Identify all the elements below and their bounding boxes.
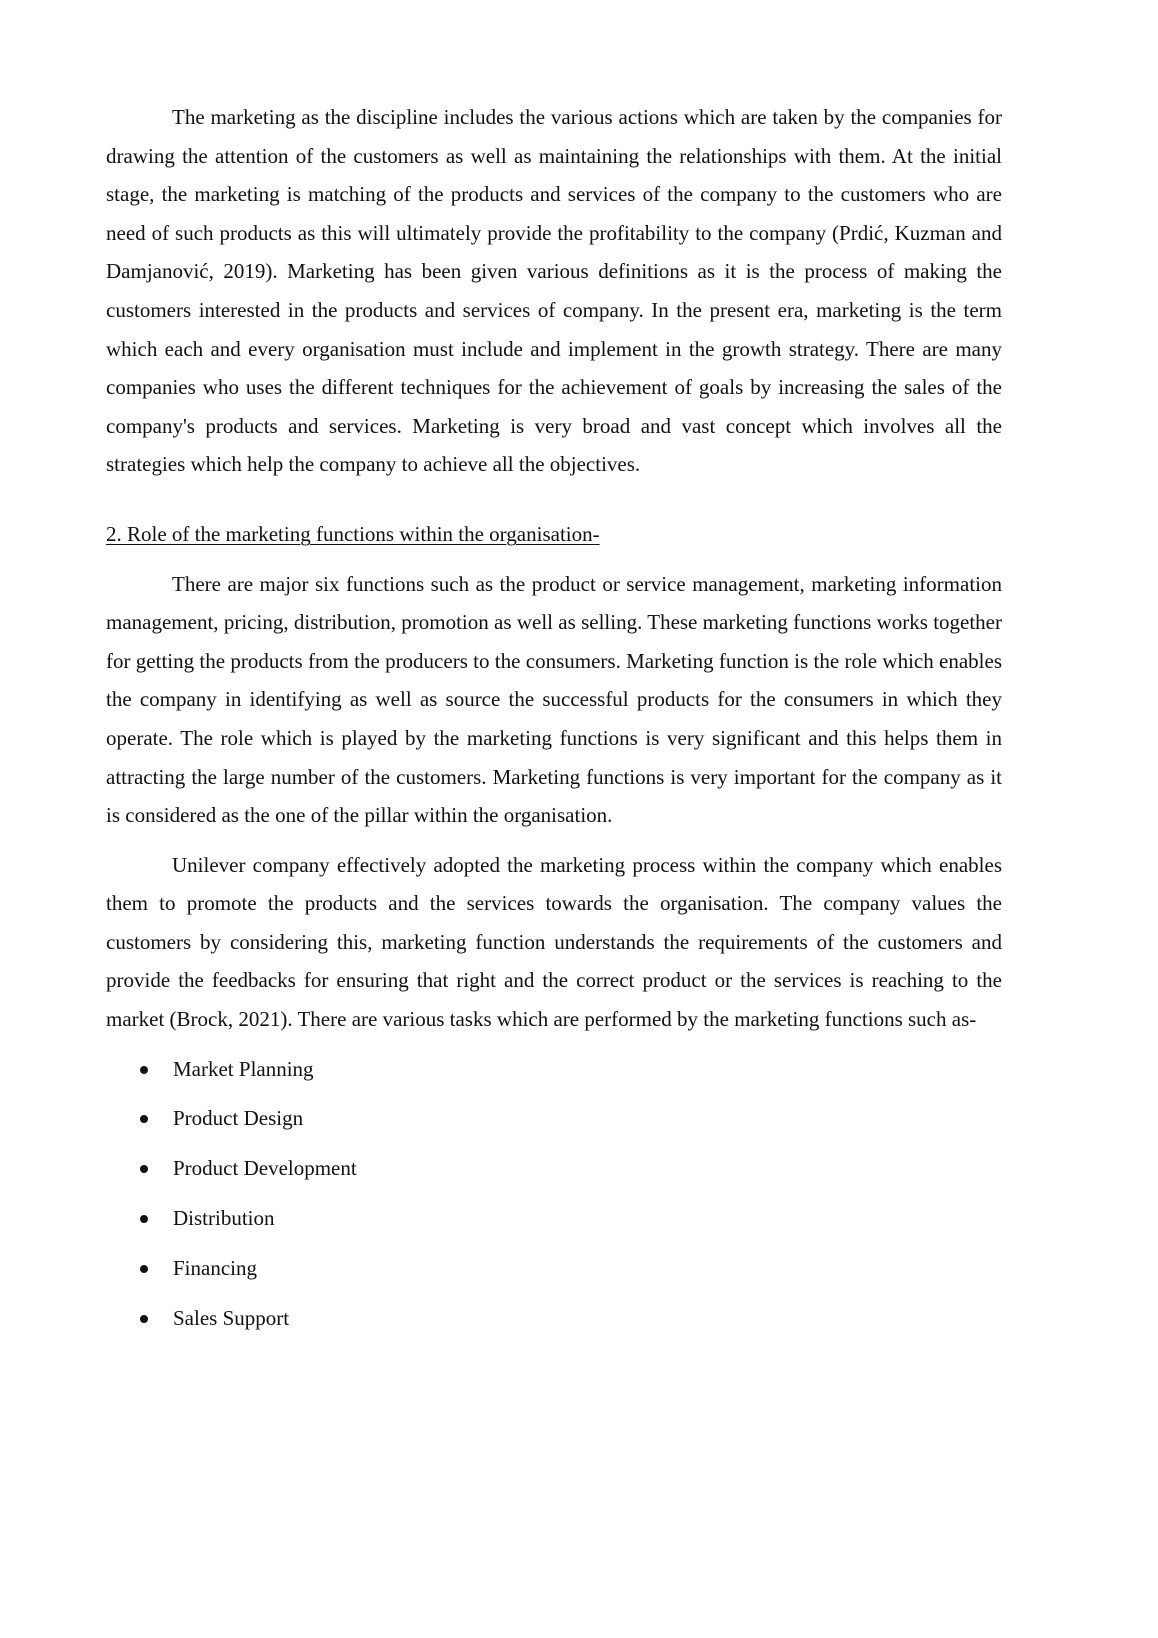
bullet-icon [140,1115,148,1123]
bullet-icon [140,1265,148,1273]
section-heading: 2. Role of the marketing functions within the organisation- [106,521,600,546]
task-list [106,1050,1002,1338]
document-page [106,98,1002,1348]
section-paragraph-1: There are major six functions such as the product or service management, marketing information management, pricing, distribution, promotion as well as selling. These marketing functions works together for getting the products from the producers to the consumers. Marketing function is the role which enables the company in identifying as well as source the successful products for the consumers in which they operate. The role which is played by the marketing functions is very significant and this helps them in attracting the large number of the customers. Marketing functions is very important for the company as it is considered as the one of the pillar within the organisation. [106,571,1002,828]
list-item-text: Market Planning [173,1056,314,1081]
list-item-text: Product Design [173,1106,304,1131]
bullet-icon [140,1215,148,1223]
bullet-icon [140,1066,148,1074]
list-item-text: Sales Support [173,1305,290,1330]
list-item-text: Product Development [173,1156,357,1181]
list-item-text: Financing [173,1255,257,1280]
bullet-icon [140,1315,148,1323]
list-item [106,1149,1002,1188]
list-item [106,1299,1002,1338]
bullet-icon [140,1165,148,1173]
section-paragraph-2: Unilever company effectively adopted the marketing process within the company which enables them to promote the products and the services towards the organisation. The company values the customers by considering this, marketing function understands the requirements of the customers and provide the feedbacks for ensuring that right and the correct product or the services is reaching to the market (Brock, 2021). There are various tasks which are performed by the marketing functions such as- [106,852,1002,1032]
list-item [106,1249,1002,1288]
list-item [106,1099,1002,1138]
list-item [106,1050,1002,1089]
list-item [106,1199,1002,1238]
intro-paragraph: The marketing as the discipline includes the various actions which are taken by the companies for drawing the attention of the customers as well as maintaining the relationships with them. At the initial stage, the marketing is matching of the products and services of the company to the customers who are need of such products as this will ultimately provide the profitability to the company (Prdić, Kuzman and Damjanović, 2019). Marketing has been given various definitions as it is the process of making the customers interested in the products and services of company. In the present era, marketing is the term which each and every organisation must include and implement in the growth strategy. There are many companies who uses the different techniques for the achievement of goals by increasing the sales of the company's products and services. Marketing is very broad and vast concept which involves all the strategies which help the company to achieve all the objectives. [106,105,1002,477]
list-item-text: Distribution [173,1206,275,1230]
